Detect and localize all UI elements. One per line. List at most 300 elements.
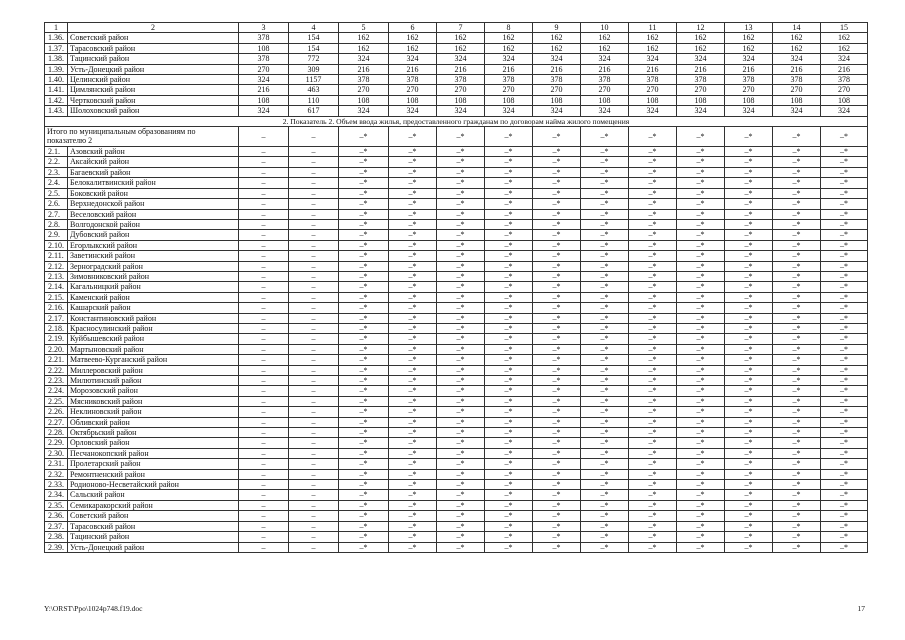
value-cell: –* [485,323,533,333]
value-cell: –* [437,500,485,510]
value-cell: –* [773,127,821,147]
value-cell: – [239,490,289,500]
value-cell: –* [773,188,821,198]
district-name: Кагальницкий район [68,282,239,292]
value-cell: –* [773,219,821,229]
value-cell: –* [581,282,629,292]
district-name: Мясниковский район [68,396,239,406]
value-cell: 162 [533,33,581,43]
value-cell: –* [389,219,437,229]
value-cell: –* [725,365,773,375]
value-cell: –* [581,344,629,354]
row-number: 2.22. [45,365,68,375]
district-name: Неклиновский район [68,407,239,417]
value-cell: –* [485,209,533,219]
row-number: 2.14. [45,282,68,292]
value-cell: –* [581,334,629,344]
table-row [45,459,868,469]
value-cell: –* [389,271,437,281]
value-cell: –* [773,271,821,281]
value-cell: –* [821,417,868,427]
value-cell: –* [677,469,725,479]
district-name: Тацинский район [68,532,239,542]
table-row [45,54,868,64]
district-name: Белокалитвинский район [68,178,239,188]
value-cell: –* [581,376,629,386]
value-cell: –* [725,480,773,490]
column-number-cell: 11 [629,23,677,33]
indicators-table [44,22,868,553]
value-cell: – [289,448,339,458]
value-cell: 772 [289,54,339,64]
value-cell: 324 [339,106,389,116]
row-number: 2.15. [45,292,68,302]
value-cell: –* [485,261,533,271]
value-cell: –* [389,386,437,396]
value-cell: –* [773,480,821,490]
value-cell: –* [821,127,868,147]
value-cell: – [289,219,339,229]
file-path: Y:\ORST\Ppo\1024p748.f19.doc [44,604,143,613]
value-cell: – [239,511,289,521]
value-cell: – [289,438,339,448]
value-cell: – [289,230,339,240]
district-name: Усть-Донецкий район [68,542,239,552]
value-cell: – [289,532,339,542]
row-number: 2.4. [45,178,68,188]
value-cell: 324 [239,106,289,116]
value-cell: –* [581,532,629,542]
value-cell: –* [485,271,533,281]
value-cell: –* [581,292,629,302]
value-cell: –* [339,323,389,333]
value-cell: –* [339,469,389,479]
value-cell: 324 [533,106,581,116]
value-cell: – [239,292,289,302]
table-row [45,251,868,261]
value-cell: –* [533,490,581,500]
value-cell: –* [725,407,773,417]
table-row [45,469,868,479]
value-cell: –* [773,500,821,510]
column-number-cell: 3 [239,23,289,33]
value-cell: – [289,147,339,157]
table-row [45,178,868,188]
value-cell: –* [485,459,533,469]
value-cell: 378 [485,75,533,85]
value-cell: –* [581,271,629,281]
value-cell: –* [437,157,485,167]
value-cell: –* [437,261,485,271]
value-cell: –* [677,313,725,323]
value-cell: –* [339,417,389,427]
table-row [45,542,868,552]
row-number: 2.3. [45,167,68,177]
value-cell: –* [339,448,389,458]
value-cell: –* [677,209,725,219]
value-cell: –* [581,219,629,229]
value-cell: 110 [289,95,339,105]
value-cell: –* [437,323,485,333]
value-cell: –* [821,490,868,500]
value-cell: –* [485,438,533,448]
value-cell: –* [533,448,581,458]
value-cell: –* [677,240,725,250]
value-cell: –* [437,428,485,438]
value-cell: –* [581,396,629,406]
value-cell: –* [437,334,485,344]
table-row [45,532,868,542]
district-name: Милютинский район [68,376,239,386]
value-cell: –* [339,511,389,521]
district-name: Зерноградский район [68,261,239,271]
value-cell: –* [725,199,773,209]
row-number: 2.32. [45,469,68,479]
table-row [45,521,868,531]
value-cell: –* [533,209,581,219]
value-cell: –* [389,240,437,250]
value-cell: –* [581,240,629,250]
value-cell: –* [339,490,389,500]
value-cell: –* [821,344,868,354]
value-cell: 378 [821,75,868,85]
row-number: 2.24. [45,386,68,396]
value-cell: 270 [437,85,485,95]
value-cell: –* [677,334,725,344]
value-cell: –* [339,178,389,188]
value-cell: –* [339,428,389,438]
row-number: 2.26. [45,407,68,417]
row-number: 1.38. [45,54,68,64]
column-number-cell: 5 [339,23,389,33]
value-cell: –* [773,407,821,417]
value-cell: –* [581,178,629,188]
value-cell: –* [581,209,629,219]
district-name: Багаевский район [68,167,239,177]
value-cell: 324 [821,106,868,116]
value-cell: –* [389,282,437,292]
value-cell: –* [533,521,581,531]
value-cell: 324 [773,54,821,64]
value-cell: – [239,199,289,209]
row-number: 2.9. [45,230,68,240]
value-cell: –* [533,376,581,386]
value-cell: –* [677,271,725,281]
value-cell: 378 [239,54,289,64]
value-cell: –* [725,167,773,177]
column-number-cell: 7 [437,23,485,33]
value-cell: –* [339,167,389,177]
value-cell: –* [437,344,485,354]
value-cell: –* [629,219,677,229]
value-cell: 324 [629,106,677,116]
value-cell: – [289,365,339,375]
value-cell: –* [389,167,437,177]
value-cell: –* [725,344,773,354]
value-cell: –* [725,396,773,406]
value-cell: – [239,407,289,417]
value-cell: –* [485,344,533,354]
value-cell: –* [389,417,437,427]
value-cell: –* [339,386,389,396]
row-number: 2.16. [45,303,68,313]
value-cell: –* [773,376,821,386]
value-cell: 108 [485,95,533,105]
row-number: 2.17. [45,313,68,323]
value-cell: 216 [389,64,437,74]
value-cell: –* [437,438,485,448]
value-cell: 324 [533,54,581,64]
value-cell: –* [437,303,485,313]
district-name: Заветинский район [68,251,239,261]
value-cell: –* [533,147,581,157]
value-cell: – [239,282,289,292]
value-cell: –* [629,365,677,375]
value-cell: –* [339,334,389,344]
value-cell: 108 [239,95,289,105]
table-row [45,428,868,438]
value-cell: –* [437,292,485,302]
value-cell: –* [821,376,868,386]
value-cell: 162 [629,33,677,43]
value-cell: – [289,292,339,302]
table-row [45,230,868,240]
value-cell: –* [677,178,725,188]
table-row [45,167,868,177]
value-cell: –* [339,127,389,147]
value-cell: –* [485,240,533,250]
value-cell: –* [821,219,868,229]
value-cell: –* [725,127,773,147]
value-cell: – [289,500,339,510]
value-cell: –* [581,167,629,177]
row-number: 2.33. [45,480,68,490]
district-name: Сальский район [68,490,239,500]
value-cell: –* [339,157,389,167]
district-name: Ремонтненский район [68,469,239,479]
row-number: 1.43. [45,106,68,116]
row-number: 2.20. [45,344,68,354]
table-body [45,23,868,553]
column-number-row [45,23,868,33]
table-row [45,292,868,302]
row-number: 2.12. [45,261,68,271]
value-cell: 162 [339,43,389,53]
table-row [45,407,868,417]
district-name: Родионово-Несветайский район [68,480,239,490]
value-cell: –* [725,490,773,500]
value-cell: – [239,386,289,396]
value-cell: –* [533,469,581,479]
value-cell: –* [821,261,868,271]
row-number: 2.11. [45,251,68,261]
value-cell: –* [437,376,485,386]
value-cell: – [239,459,289,469]
column-number-cell: 8 [485,23,533,33]
value-cell: –* [725,500,773,510]
value-cell: –* [533,511,581,521]
value-cell: –* [581,511,629,521]
district-name: Константиновский район [68,313,239,323]
table-row [45,303,868,313]
value-cell: 108 [677,95,725,105]
value-cell: –* [581,480,629,490]
value-cell: 270 [389,85,437,95]
value-cell: –* [389,511,437,521]
value-cell: –* [677,167,725,177]
value-cell: – [289,459,339,469]
value-cell: –* [821,167,868,177]
value-cell: –* [389,230,437,240]
value-cell: –* [677,303,725,313]
value-cell: –* [629,542,677,552]
value-cell: –* [389,480,437,490]
value-cell: –* [485,127,533,147]
value-cell: 378 [533,75,581,85]
value-cell: –* [725,209,773,219]
district-name: Матвеево-Курганский район [68,355,239,365]
value-cell: 108 [437,95,485,105]
value-cell: –* [485,167,533,177]
row-number: 2.23. [45,376,68,386]
value-cell: – [289,178,339,188]
value-cell: –* [629,251,677,261]
value-cell: 324 [485,54,533,64]
value-cell: –* [725,188,773,198]
value-cell: –* [677,188,725,198]
value-cell: 216 [339,64,389,74]
value-cell: –* [339,376,389,386]
value-cell: – [239,448,289,458]
value-cell: –* [725,240,773,250]
value-cell: 216 [629,64,677,74]
value-cell: –* [533,407,581,417]
table-row [45,313,868,323]
row-number: 2.18. [45,323,68,333]
value-cell: –* [389,323,437,333]
value-cell: –* [821,147,868,157]
district-name: Аксайский район [68,157,239,167]
row-number: 1.42. [45,95,68,105]
value-cell: 378 [239,33,289,43]
value-cell: –* [581,355,629,365]
value-cell: –* [533,417,581,427]
value-cell: –* [629,459,677,469]
value-cell: –* [485,355,533,365]
value-cell: 108 [629,95,677,105]
value-cell: –* [485,448,533,458]
value-cell: 324 [773,106,821,116]
table-row [45,417,868,427]
value-cell: –* [677,230,725,240]
row-number: 1.41. [45,85,68,95]
value-cell: – [289,313,339,323]
value-cell: 324 [581,54,629,64]
district-name: Боковский район [68,188,239,198]
value-cell: –* [533,303,581,313]
district-name: Азовский район [68,147,239,157]
value-cell: –* [773,157,821,167]
value-cell: 324 [437,54,485,64]
value-cell: –* [773,355,821,365]
value-cell: –* [437,459,485,469]
value-cell: 162 [485,43,533,53]
value-cell: –* [677,480,725,490]
value-cell: –* [581,386,629,396]
column-number-cell: 2 [68,23,239,33]
value-cell: –* [339,188,389,198]
value-cell: –* [533,542,581,552]
value-cell: –* [437,490,485,500]
value-cell: 270 [581,85,629,95]
value-cell: – [289,417,339,427]
value-cell: –* [437,511,485,521]
value-cell: –* [437,147,485,157]
value-cell: –* [821,511,868,521]
value-cell: –* [533,365,581,375]
value-cell: –* [629,230,677,240]
value-cell: – [239,313,289,323]
value-cell: – [289,355,339,365]
value-cell: –* [437,209,485,219]
value-cell: 270 [239,64,289,74]
value-cell: –* [821,448,868,458]
value-cell: –* [533,261,581,271]
value-cell: –* [437,365,485,375]
value-cell: – [239,178,289,188]
value-cell: –* [629,511,677,521]
value-cell: –* [677,396,725,406]
table-row [45,282,868,292]
column-number-cell: 15 [821,23,868,33]
value-cell: –* [725,271,773,281]
value-cell: –* [725,282,773,292]
value-cell: –* [677,386,725,396]
value-cell: 162 [725,33,773,43]
value-cell: – [289,261,339,271]
table-row [45,219,868,229]
value-cell: –* [485,199,533,209]
value-cell: –* [821,428,868,438]
column-number-cell: 14 [773,23,821,33]
value-cell: –* [339,282,389,292]
value-cell: – [289,521,339,531]
value-cell: 108 [239,43,289,53]
value-cell: –* [339,271,389,281]
value-cell: –* [437,532,485,542]
value-cell: –* [773,178,821,188]
value-cell: –* [485,417,533,427]
value-cell: 162 [773,33,821,43]
value-cell: –* [677,376,725,386]
value-cell: 216 [773,64,821,74]
value-cell: 324 [821,54,868,64]
value-cell: –* [773,282,821,292]
value-cell: –* [533,334,581,344]
value-cell: –* [339,209,389,219]
value-cell: –* [725,459,773,469]
district-name: Цимлянский район [68,85,239,95]
value-cell: 270 [485,85,533,95]
value-cell: –* [581,500,629,510]
value-cell: 108 [821,95,868,105]
value-cell: – [289,490,339,500]
value-cell: – [289,542,339,552]
value-cell: –* [725,532,773,542]
value-cell: –* [533,240,581,250]
value-cell: –* [533,219,581,229]
value-cell: 378 [581,75,629,85]
